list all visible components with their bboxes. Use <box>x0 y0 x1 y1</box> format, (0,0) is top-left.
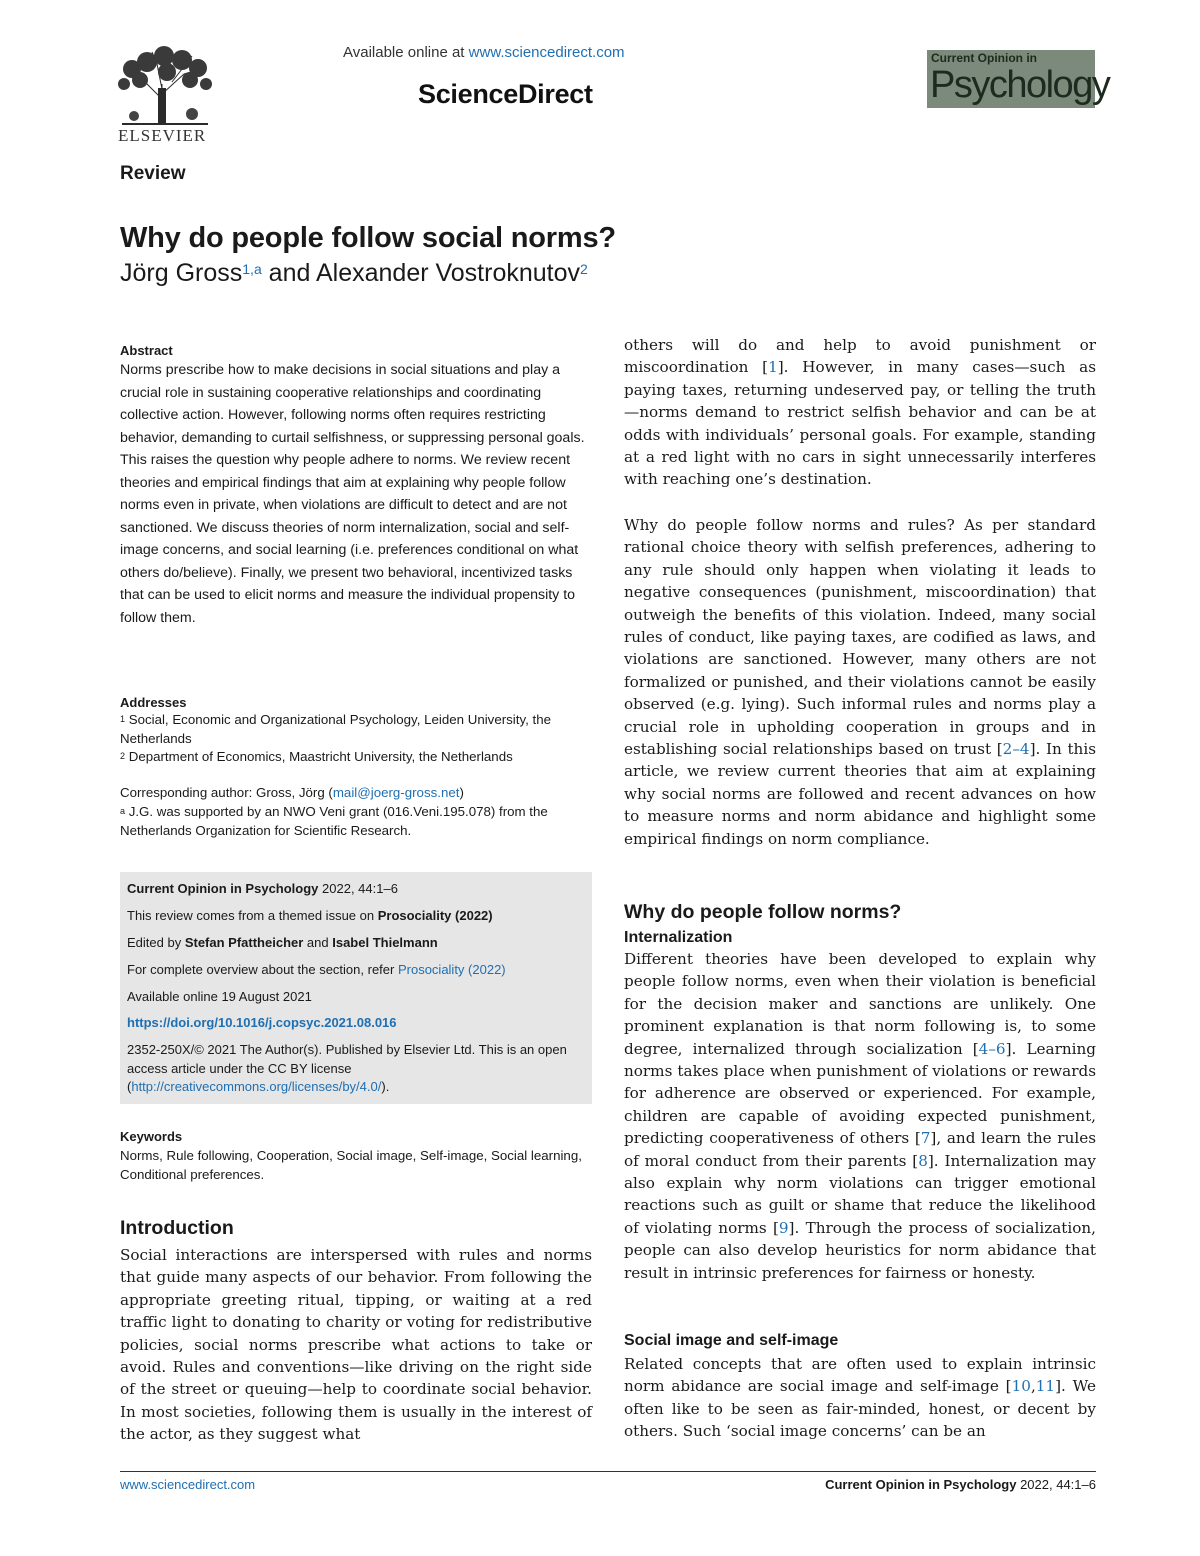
grant-text: J.G. was supported by an NWO Veni grant (016.Veni.195.078) from the Netherlands Organization for Scientific Research. <box>120 804 548 838</box>
platform-name: ScienceDirect <box>418 79 593 109</box>
paragraph-internalization <box>624 948 1096 1284</box>
author-1-affiliation[interactable]: 1,a <box>242 261 262 277</box>
abstract-text: Norms prescribe how to make decisions in social situations and play a crucial role in sustaining cooperative relationships and coordinating collective action. However, following norms often requires restricting behavior, demanding to curtail selfishness, or suppressing personal goals. This raises the question why people adhere to norms. We review recent theories and empirical findings that aim at explaining why people follow norms even in private, when violations are difficult to detect and are not sanctioned. We discuss theories of norm internalization, social and self-image concerns, and social learning (i.e. preferences conditional on what others do/believe). Finally, we present two behavioral, incentivized tasks that can be used to elicit norms and measure the individual propensity to follow them. <box>120 362 585 626</box>
citation-link[interactable]: 8 <box>918 1151 928 1170</box>
infobox-edited-prefix: Edited by <box>127 935 185 950</box>
article-title: Why do people follow social norms? <box>120 222 616 254</box>
paragraph-4-text-a: Related concepts that are often used to explain intrinsic norm abidance are social image and self-image [ <box>624 1355 1096 1396</box>
infobox-editor-join: and <box>303 935 333 950</box>
paragraph-1-text-a: others will do and help to avoid punishment or miscoordination [ <box>624 336 1096 377</box>
introduction-text: Social interactions are interspersed with rules and norms that guide many aspects of our behavior. From following the appropriate greeting ritual, tipping, or waiting at a red traffic light to donating to charity or voting for redistributive policies, social norms prescribe what actions to take or avoid. Rules and conventions—like driving on the right side of the street or queuing—help to coordinate social behavior. In most societies, following them is usually in the interest of the actor, as they suggest what <box>120 1246 592 1444</box>
infobox-editors-line <box>127 934 583 953</box>
footer-journal: Current Opinion in Psychology <box>825 1477 1017 1492</box>
address-1-text: Social, Economic and Organizational Psychology, Leiden University, the Netherlands <box>120 712 551 746</box>
infobox-license-suffix: ). <box>381 1079 390 1094</box>
address-1 <box>120 711 592 748</box>
citation-link[interactable]: 7 <box>920 1129 931 1148</box>
paragraph-3-text-b: ]. Learning norms takes place when punishment of violations or rewards for adherence are observed or experienced. For example, children are capable of avoiding expected punishment, predicting cooperativeness of others [ <box>624 1039 1096 1148</box>
author-2-affiliation[interactable]: 2 <box>580 261 588 277</box>
footer-cite: 2022, 44:1–6 <box>1016 1477 1096 1492</box>
address-2 <box>120 748 592 767</box>
paragraph-social-image <box>624 1353 1096 1443</box>
grant-note <box>120 803 592 840</box>
doi-link[interactable]: https://doi.org/10.1016/j.copsyc.2021.08.016 <box>127 1015 397 1030</box>
paragraph-1 <box>624 334 1096 491</box>
license-link[interactable]: http://creativecommons.org/licenses/by/4.0/ <box>131 1079 382 1094</box>
article-type: Review <box>120 163 186 184</box>
citation-link[interactable]: 2–4 <box>1002 740 1030 759</box>
footer-sciencedirect-link[interactable]: www.sciencedirect.com <box>120 1477 256 1492</box>
corresponding-email-link[interactable]: mail@joerg-gross.net <box>332 785 460 800</box>
citation-separator: , <box>1030 1377 1036 1396</box>
corresponding-suffix: ) <box>459 785 464 800</box>
paragraph-3-text-e: ]. Through the process of socialization, people can also develop heuristics for norm abidance that result in intrinsic preferences for fairness or honesty. <box>624 1218 1096 1282</box>
infobox-overview-prefix: For complete overview about the section, refer <box>127 962 398 977</box>
author-join: and <box>261 259 316 287</box>
paragraph-4-text-b: ]. We often like to be seen as fair-minded, honest, or decent by others. Such ‘social image concerns’ can be an <box>624 1377 1096 1441</box>
corresponding-author <box>120 784 592 803</box>
paragraph-3-text-c: ], and learn the rules of moral conduct from their parents [ <box>624 1129 1096 1170</box>
keywords-text: Norms, Rule following, Cooperation, Social image, Self-image, Social learning, Conditional preferences. <box>120 1148 582 1182</box>
infobox-journal-line <box>127 880 583 899</box>
author-2[interactable]: Alexander Vostroknutov <box>315 259 581 287</box>
keywords-heading: Keywords <box>120 1129 183 1144</box>
infobox-doi-line <box>127 1014 583 1033</box>
corresponding-prefix: Corresponding author: Gross, Jörg ( <box>120 785 333 800</box>
paragraph-2-text-b: ]. In this article, we review current theories that aim at explaining why social norms are followed and recent advances on how to measure norms and norm abidance and highlight some empirical findings on norm compliance. <box>624 740 1096 848</box>
citation-link[interactable]: 1 <box>768 358 778 377</box>
infobox-journal: Current Opinion in Psychology <box>127 881 319 896</box>
abstract-heading: Abstract <box>120 343 173 358</box>
infobox-themed-prefix: This review comes from a themed issue on <box>127 908 378 923</box>
citation-link[interactable]: 11 <box>1035 1377 1056 1396</box>
infobox-license-line <box>127 1041 583 1097</box>
grant-sup: a <box>120 806 126 816</box>
introduction-heading: Introduction <box>120 1217 234 1239</box>
paragraph-3-text-a: Different theories have been developed to explain why people follow norms, even when their violation is beneficial for the decision maker and sanctions are unlikely. One prominent explanation is that norm following is, to some degree, internalized through socialization [ <box>624 950 1096 1058</box>
author-1[interactable]: Jörg Gross <box>120 259 243 287</box>
paragraph-2 <box>624 514 1096 850</box>
section-heading: Why do people follow norms? <box>624 901 902 923</box>
citation-link[interactable]: 10 <box>1011 1377 1031 1396</box>
article-info-box <box>120 872 592 1104</box>
footer-citation <box>825 1477 1096 1492</box>
address-1-number: 1 <box>120 714 126 724</box>
footer-divider <box>120 1471 1096 1472</box>
citation-link[interactable]: 9 <box>778 1218 789 1237</box>
address-2-number: 2 <box>120 751 126 761</box>
author-list <box>120 259 588 288</box>
addresses-heading: Addresses <box>120 695 187 710</box>
available-online-line <box>343 44 625 61</box>
infobox-overview-line <box>127 961 583 980</box>
citation-link[interactable]: 4–6 <box>978 1039 1006 1058</box>
journal-badge-main: Psychology <box>930 64 1110 106</box>
infobox-overview-link[interactable]: Prosociality (2022) <box>397 962 506 977</box>
subsection-heading-social-image: Social image and self-image <box>624 1332 839 1349</box>
address-2-text: Department of Economics, Maastricht University, the Netherlands <box>125 749 513 764</box>
infobox-available: Available online 19 August 2021 <box>127 989 312 1004</box>
infobox-themed-line <box>127 907 583 926</box>
subsection-heading-internalization: Internalization <box>624 929 733 946</box>
infobox-journal-cite: 2022, 44:1–6 <box>318 881 398 896</box>
infobox-editor-2: Isabel Thielmann <box>332 935 438 950</box>
journal-badge-top: Current Opinion in <box>931 51 1037 65</box>
infobox-themed-issue: Prosociality (2022) <box>377 908 493 923</box>
paragraph-1-text-b: ]. However, in many cases—such as paying taxes, returning undeserved pay, or telling the truth—norms demand to restrict selfish behavior and can be at odds with individuals’ personal goals. For example, standing at a red light with no cars in sight unnecessarily interferes with reaching one’s destination. <box>624 358 1096 489</box>
journal-cover-badge[interactable] <box>927 50 1110 108</box>
publisher-wordmark: ELSEVIER <box>118 126 207 145</box>
paragraph-3-text-d: ]. Internalization may also explain why norm violations can trigger emotional reactions such as guilt or shame that reduce the likelihood of violating norms [ <box>624 1151 1096 1237</box>
infobox-editor-1: Stefan Pfattheicher <box>184 935 304 950</box>
available-online-prefix: Available online at <box>343 44 469 61</box>
paragraph-2-text-a: Why do people follow norms and rules? As per standard rational choice theory with selfish preferences, adhering to any rule should only happen when violating it leads to negative consequences (punishment, miscoordination) that outweigh the benefits of this violation. Indeed, many social rules of conduct, like paying taxes, are codified as laws, and violations are sanctioned. However, many others are not formalized or punished, and their violations cannot be easily observed (e.g. lying). Such informal rules and norms play a crucial role in upholding cooperation in groups and in establishing social relationships based on trust [ <box>624 516 1096 759</box>
infobox-license-prefix: 2352-250X/© 2021 The Author(s). Published by Elsevier Ltd. This is an open access article under the CC BY license ( <box>127 1042 567 1094</box>
sciencedirect-link[interactable]: www.sciencedirect.com <box>468 44 625 61</box>
